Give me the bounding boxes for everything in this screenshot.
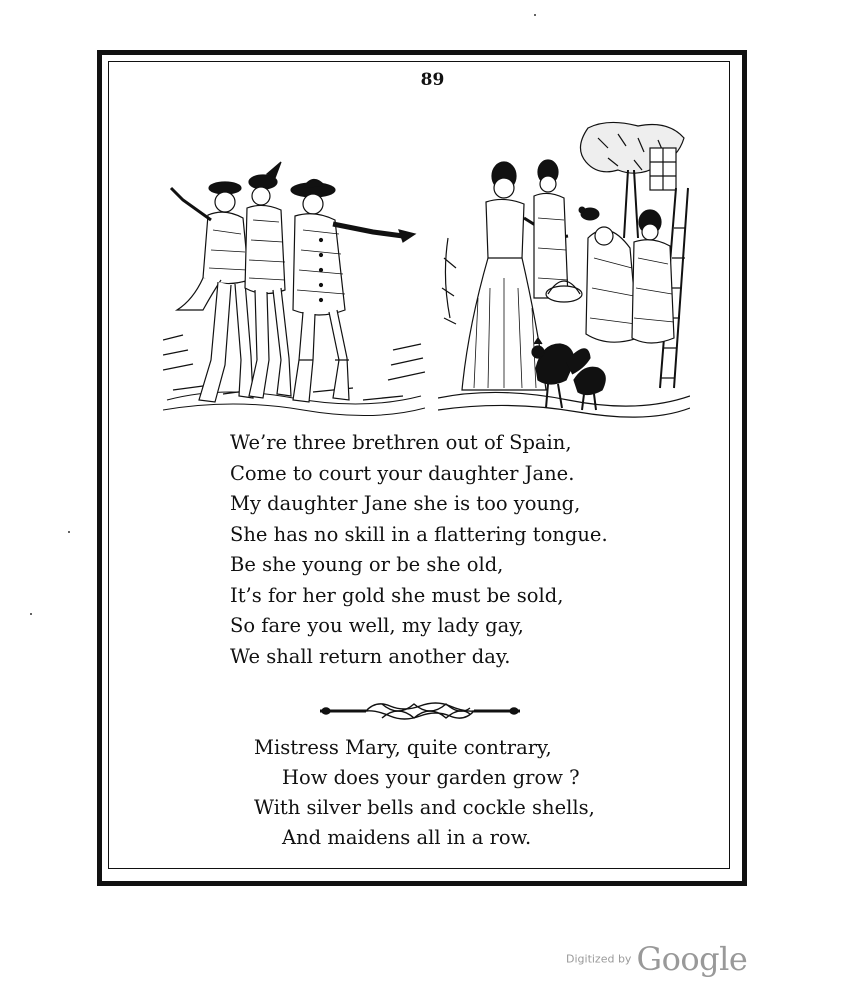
- verse-line: How does your garden grow ?: [282, 766, 580, 789]
- digitized-by-watermark: [566, 940, 747, 978]
- verse-line: Mistress Mary, quite contrary,: [254, 736, 552, 759]
- verse-line: We shall return another day.: [230, 644, 511, 668]
- google-wordmark: Google: [636, 940, 748, 978]
- speck: [68, 531, 70, 533]
- speck: [534, 14, 536, 16]
- verse-line: And maidens all in a row.: [282, 826, 532, 849]
- page-number: 89: [420, 70, 445, 90]
- knot-divider-icon: [320, 698, 520, 724]
- digitized-by-label: Digitized by: [566, 952, 632, 966]
- verse-line: We’re three brethren out of Spain,: [230, 431, 572, 454]
- verse-line: Come to court your daughter Jane.: [230, 461, 575, 485]
- verse-line: It’s for her gold she must be sold,: [230, 583, 564, 607]
- verse-line: She has no skill in a flattering tongue.: [230, 522, 608, 546]
- three-men-woodcut-icon: [163, 160, 425, 418]
- verse-line: With silver bells and cockle shells,: [254, 796, 595, 819]
- verse-two: [254, 733, 595, 853]
- speck: [30, 613, 32, 615]
- verse-line: My daughter Jane she is too young,: [230, 492, 581, 515]
- women-and-rooster-woodcut-icon: [438, 118, 690, 420]
- verse-line: Be she young or be she old,: [230, 553, 504, 576]
- verse-line: So fare you well, my lady gay,: [230, 614, 524, 637]
- verse-one: [230, 428, 608, 672]
